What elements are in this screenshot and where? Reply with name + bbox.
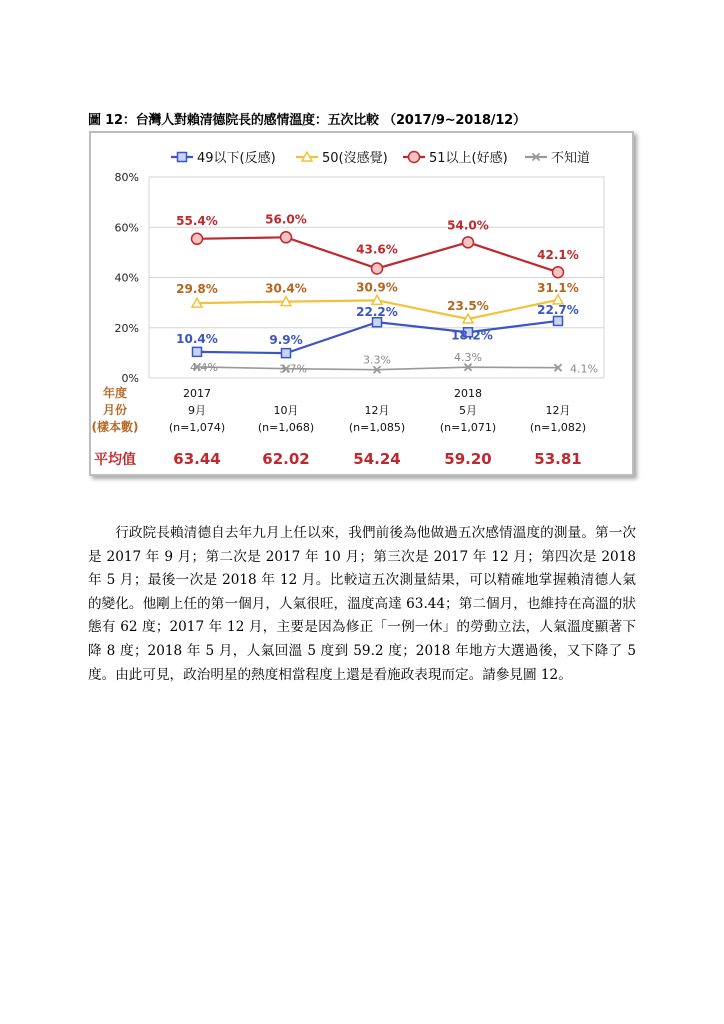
y-tick-label: 0% bbox=[121, 372, 139, 385]
series-marker-square bbox=[554, 316, 563, 325]
y-tick-label: 60% bbox=[114, 221, 139, 235]
series-marker-circle bbox=[463, 237, 474, 248]
sample-size: (n=1,068) bbox=[257, 421, 315, 434]
average-value: 59.20 bbox=[444, 450, 492, 468]
data-label: 10.4% bbox=[176, 331, 218, 346]
data-label: 56.0% bbox=[265, 212, 307, 227]
data-label: 31.1% bbox=[537, 280, 579, 295]
legend-label: 51以上(好感) bbox=[429, 151, 508, 166]
data-label: 9.9% bbox=[269, 333, 303, 348]
row-header: (樣本數) bbox=[91, 420, 139, 434]
average-value: 54.24 bbox=[353, 450, 401, 468]
month-label: 12月 bbox=[364, 404, 390, 417]
sample-size: (n=1,074) bbox=[168, 421, 226, 434]
series-marker-circle bbox=[372, 263, 383, 274]
series-marker-square bbox=[193, 347, 202, 356]
series-marker-circle bbox=[192, 233, 203, 244]
data-label: 29.8% bbox=[176, 282, 218, 297]
data-label: 23.5% bbox=[447, 298, 489, 313]
chart-frame bbox=[89, 131, 634, 476]
body-paragraph: 行政院長賴清德自去年九月上任以來，我們前後為他做過五次感情溫度的測量。第一次是 2017 年 9 月；第二次是 2017 年 10 月；第三次是 2017 年 12 月；第四次是 2018 年 5 月；最後一次是 2018 年 12 月。比較這五次測量結果，可以精確地掌握賴清德人氣的變化。他剛上任的第一個月，人氣很旺，溫度高達 63.44；第二個月，也維持在高溫的狀態有 62 度；2017 年 12 月，主要是因為修正「一例一休」的勞動立法，人氣溫度顯著下降 8 度；2018 年 5 月，人氣回溫 5 度到 59.2 度；2018 年地方大選過後，又下降了 5 度。由此可見，政治明星的熱度相當程度上還是看施政表現而定。請參見圖 12。 bbox=[88, 525, 636, 683]
data-label: 18.2% bbox=[451, 328, 493, 343]
sample-size: (n=1,082) bbox=[529, 421, 587, 434]
y-tick-label: 80% bbox=[114, 171, 139, 184]
series-marker-circle bbox=[409, 152, 420, 163]
data-label: 4.3% bbox=[454, 351, 482, 365]
average-label: 平均值 bbox=[94, 452, 136, 468]
data-label: 3.3% bbox=[363, 353, 391, 367]
month-label: 10月 bbox=[273, 404, 299, 417]
line-chart bbox=[91, 133, 632, 474]
row-header: 年度 bbox=[102, 386, 128, 400]
month-label: 5月 bbox=[459, 404, 477, 417]
data-label: 30.4% bbox=[265, 281, 307, 296]
legend-label: 50(沒感覺) bbox=[322, 151, 388, 166]
sample-size: (n=1,071) bbox=[439, 421, 497, 434]
figure-title: 圖 12：台灣人對賴清德院長的感情溫度：五次比較 （2017/9~2018/12） bbox=[88, 113, 526, 128]
series-marker-circle bbox=[553, 267, 564, 278]
month-label: 9月 bbox=[188, 404, 206, 417]
data-label: 43.6% bbox=[356, 242, 398, 257]
data-label: 4.4% bbox=[190, 360, 218, 374]
sample-size: (n=1,085) bbox=[348, 421, 406, 434]
data-label: 54.0% bbox=[447, 218, 489, 233]
data-label: 42.1% bbox=[537, 248, 579, 263]
average-value: 62.02 bbox=[262, 450, 310, 468]
y-tick-label: 40% bbox=[114, 271, 139, 285]
y-tick-label: 20% bbox=[114, 321, 139, 335]
data-label: 22.7% bbox=[537, 302, 579, 317]
series-marker-circle bbox=[281, 232, 292, 243]
data-label: 55.4% bbox=[176, 213, 218, 228]
average-value: 63.44 bbox=[173, 450, 221, 468]
data-label: 3.7% bbox=[279, 362, 307, 376]
average-value: 53.81 bbox=[534, 450, 582, 468]
row-header: 月份 bbox=[102, 403, 128, 417]
body-text bbox=[88, 522, 636, 687]
year-label: 2017 bbox=[183, 387, 211, 400]
legend-label: 49以下(反感) bbox=[197, 151, 276, 166]
legend-label: 不知道 bbox=[551, 151, 591, 166]
series-marker-square bbox=[282, 349, 291, 358]
data-label: 4.1% bbox=[570, 362, 598, 376]
series-marker-square bbox=[178, 153, 187, 162]
data-label: 30.9% bbox=[356, 280, 398, 295]
month-label: 12月 bbox=[545, 404, 571, 417]
year-label: 2018 bbox=[454, 387, 482, 400]
data-label: 22.2% bbox=[356, 305, 398, 320]
